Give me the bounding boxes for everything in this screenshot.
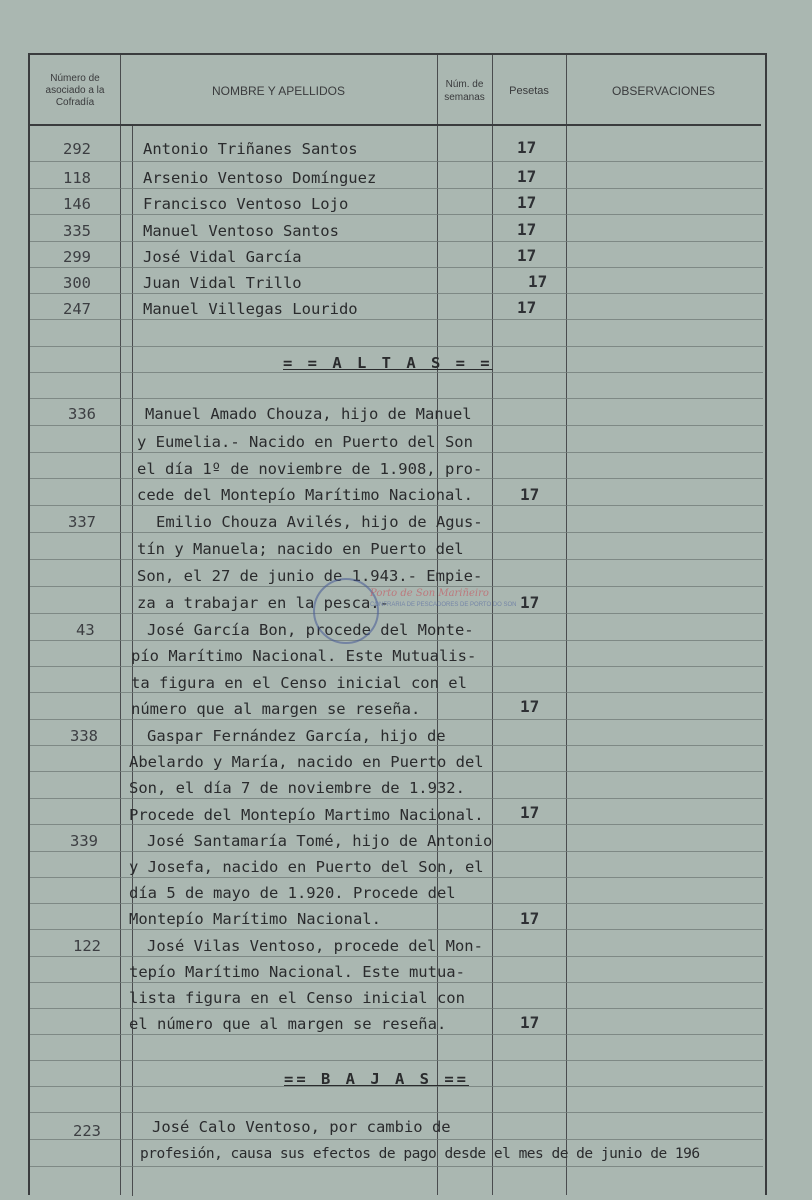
ruled-line bbox=[30, 798, 763, 799]
pesetas-value: 17 bbox=[520, 909, 540, 928]
ruled-line bbox=[30, 532, 763, 533]
entry-line: y Josefa, nacido en Puerto del Son, el bbox=[129, 858, 484, 876]
entry-line: tepío Marítimo Nacional. Este mutua- bbox=[129, 963, 465, 981]
entry-line: Abelardo y María, nacido en Puerto del bbox=[129, 753, 484, 771]
entry-line: za a trabajar en la pesca.- bbox=[137, 594, 389, 612]
ruled-line bbox=[30, 559, 763, 560]
ruled-line bbox=[30, 214, 763, 215]
asociado-number: 338 bbox=[70, 727, 98, 745]
ruled-line bbox=[30, 851, 763, 852]
ruled-line bbox=[30, 613, 763, 614]
ruled-line bbox=[30, 666, 763, 667]
ruled-line bbox=[30, 824, 763, 825]
header-observaciones: OBSERVACIONES bbox=[612, 84, 715, 98]
entry-line: tín y Manuela; nacido en Puerto del bbox=[137, 540, 464, 558]
asociado-number: 43 bbox=[76, 621, 95, 639]
pesetas-value: 17 bbox=[517, 246, 537, 265]
entry-line: día 5 de mayo de 1.920. Procede del bbox=[129, 884, 456, 902]
seal-text: Porto de Son Mariñeiro bbox=[370, 588, 489, 599]
ruled-line bbox=[30, 1034, 763, 1035]
pesetas-value: 17 bbox=[520, 803, 540, 822]
member-name: Juan Vidal Trillo bbox=[143, 274, 302, 292]
header-semanas: Núm. de semanas bbox=[444, 79, 485, 103]
asociado-number: 299 bbox=[63, 248, 91, 266]
ruled-line bbox=[30, 241, 763, 242]
member-name: Manuel Villegas Lourido bbox=[143, 300, 358, 318]
ruled-line bbox=[30, 293, 763, 294]
asociado-number: 223 bbox=[73, 1122, 101, 1140]
entry-line: Emilio Chouza Avilés, hijo de Agus- bbox=[156, 513, 483, 531]
header-pesetas: Pesetas bbox=[509, 85, 549, 97]
seal-subtext: CONFRARIA DE PESCADORES DE PORTO DO SON bbox=[370, 602, 517, 608]
asociado-number: 292 bbox=[63, 140, 91, 158]
entry-line: José Vilas Ventoso, procede del Mon- bbox=[147, 937, 483, 955]
asociado-number: 339 bbox=[70, 832, 98, 850]
column-divider bbox=[566, 55, 567, 1195]
ruled-line bbox=[30, 719, 763, 720]
entry-line: lista figura en el Censo inicial con bbox=[129, 989, 465, 1007]
altas-title: = = A L T A S = = bbox=[283, 354, 493, 372]
pesetas-value: 17 bbox=[517, 220, 537, 239]
ruled-line bbox=[30, 319, 763, 320]
entry-line: Son, el día 7 de noviembre de 1.932. bbox=[129, 779, 465, 797]
ruled-line bbox=[30, 745, 763, 746]
asociado-number: 300 bbox=[63, 274, 91, 292]
entry-line: cede del Montepío Marítimo Nacional. bbox=[137, 486, 473, 504]
ruled-line bbox=[30, 452, 763, 453]
asociado-number: 335 bbox=[63, 222, 91, 240]
ruled-line bbox=[30, 1060, 763, 1061]
member-name: Arsenio Ventoso Domínguez bbox=[143, 169, 377, 187]
pesetas-value: 17 bbox=[520, 485, 540, 504]
entry-line: Procede del Montepío Martimo Nacional. bbox=[129, 806, 484, 824]
member-name: José Vidal García bbox=[143, 248, 302, 266]
entry-line: Gaspar Fernández García, hijo de bbox=[147, 727, 446, 745]
ruled-line bbox=[30, 903, 763, 904]
entry-line: Son, el 27 de junio de 1.943.- Empie- bbox=[137, 567, 483, 585]
pesetas-value: 17 bbox=[528, 272, 548, 291]
ruled-line bbox=[30, 346, 763, 347]
member-name: Antonio Triñanes Santos bbox=[143, 140, 358, 158]
ruled-line bbox=[30, 877, 763, 878]
ruled-line bbox=[30, 161, 763, 162]
header-border bbox=[30, 124, 761, 126]
asociado-number: 336 bbox=[68, 405, 96, 423]
ruled-line bbox=[30, 771, 763, 772]
ruled-line bbox=[30, 982, 763, 983]
column-divider bbox=[492, 55, 493, 1195]
ruled-line bbox=[30, 1139, 763, 1140]
header-nombre: NOMBRE Y APELLIDOS bbox=[212, 84, 345, 98]
pesetas-value: 17 bbox=[517, 193, 537, 212]
pesetas-value: 17 bbox=[517, 167, 537, 186]
entry-line: el número que al margen se reseña. bbox=[129, 1015, 447, 1033]
asociado-number: 247 bbox=[63, 300, 91, 318]
asociado-number: 122 bbox=[73, 937, 101, 955]
ruled-line bbox=[30, 692, 763, 693]
column-divider bbox=[120, 55, 121, 1195]
ruled-line bbox=[30, 640, 763, 641]
entry-line: Montepío Marítimo Nacional. bbox=[129, 910, 381, 928]
entry-line: José Calo Ventoso, por cambio de bbox=[152, 1118, 451, 1136]
ruled-line bbox=[30, 929, 763, 930]
ruled-line bbox=[30, 956, 763, 957]
ruled-line bbox=[30, 1112, 763, 1113]
ruled-line bbox=[30, 188, 763, 189]
entry-line: número que al margen se reseña. bbox=[131, 700, 421, 718]
ruled-line bbox=[30, 586, 763, 587]
header-numero: Número de asociado a la Cofradía bbox=[45, 73, 105, 108]
ruled-line bbox=[30, 267, 763, 268]
entry-line: Manuel Amado Chouza, hijo de Manuel bbox=[145, 405, 472, 423]
asociado-number: 146 bbox=[63, 195, 91, 213]
pesetas-value: 17 bbox=[517, 138, 537, 157]
ruled-line bbox=[30, 1166, 763, 1167]
ruled-line bbox=[30, 1008, 763, 1009]
bajas-title: == B A J A S == bbox=[284, 1070, 469, 1088]
ruled-line bbox=[30, 398, 763, 399]
entry-line: el día 1º de noviembre de 1.908, pro- bbox=[137, 460, 483, 478]
entry-line: profesión, causa sus efectos de pago desde el mes de de junio de 196 bbox=[140, 1146, 700, 1162]
pesetas-value: 17 bbox=[517, 298, 537, 317]
pesetas-value: 17 bbox=[520, 697, 540, 716]
pesetas-value: 17 bbox=[520, 1013, 540, 1032]
entry-line: y Eumelia.- Nacido en Puerto del Son bbox=[137, 433, 473, 451]
asociado-number: 337 bbox=[68, 513, 96, 531]
entry-line: José García Bon, procede del Monte- bbox=[147, 621, 474, 639]
entry-line: ta figura en el Censo inicial con el bbox=[131, 674, 467, 692]
entry-line: pío Marítimo Nacional. Este Mutualis- bbox=[131, 647, 477, 665]
ruled-line bbox=[30, 478, 763, 479]
member-name: Manuel Ventoso Santos bbox=[143, 222, 339, 240]
member-name: Francisco Ventoso Lojo bbox=[143, 195, 349, 213]
pesetas-value: 17 bbox=[520, 593, 540, 612]
ruled-line bbox=[30, 425, 763, 426]
entry-line: José Santamaría Tomé, hijo de Antonio bbox=[147, 832, 493, 850]
asociado-number: 118 bbox=[63, 169, 91, 187]
ruled-line bbox=[30, 505, 763, 506]
ruled-line bbox=[30, 372, 763, 373]
